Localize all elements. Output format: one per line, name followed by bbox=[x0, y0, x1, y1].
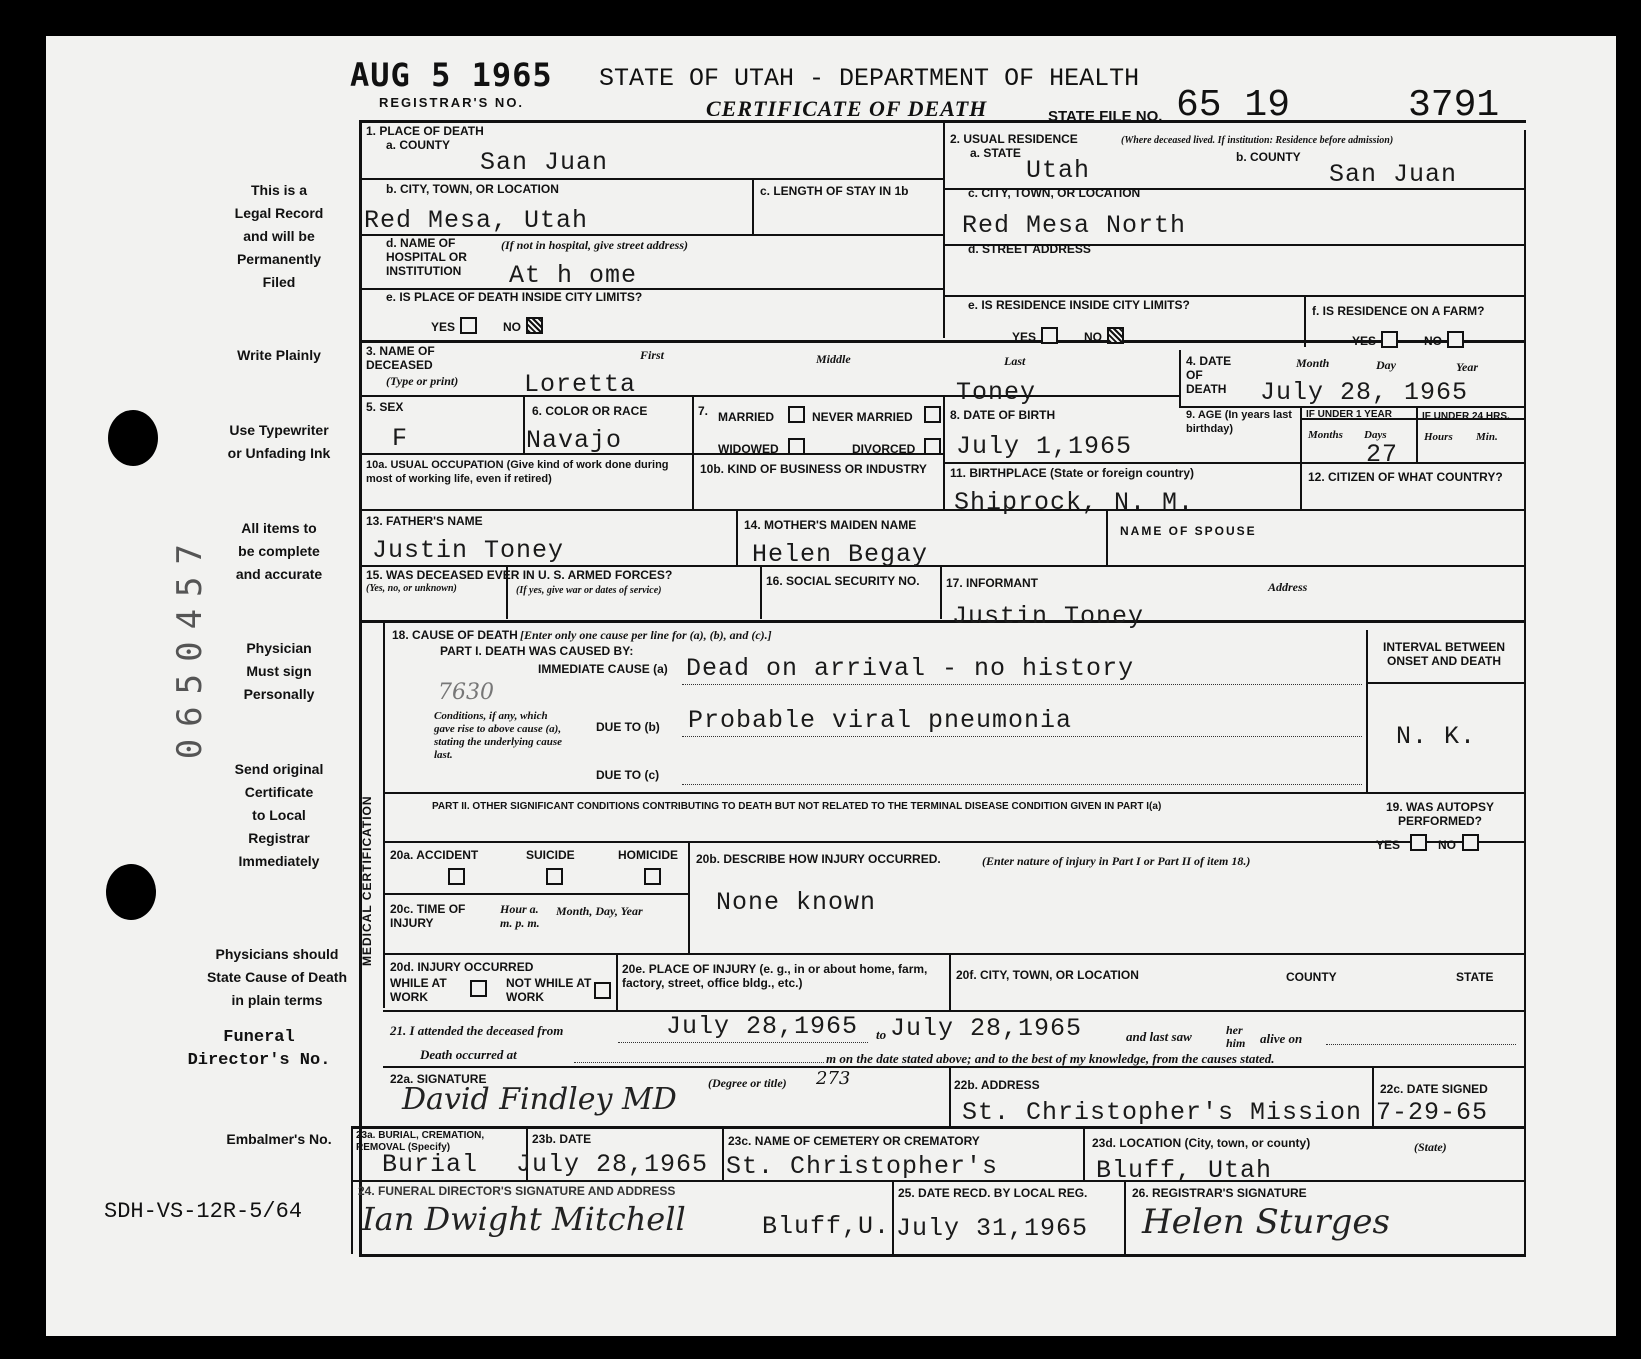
sidebar-legal: This is a Legal Record and will be Permanently Filed bbox=[234, 182, 324, 290]
label-mother: 14. MOTHER'S MAIDEN NAME bbox=[744, 518, 917, 532]
checkbox-yes[interactable] bbox=[1410, 834, 1427, 851]
label-cause-note: [Enter only one cause per line for (a), (b), and (c).] bbox=[520, 628, 772, 642]
label-never-married: NEVER MARRIED bbox=[812, 410, 913, 424]
label-m-on: m on the date stated above; and to the best of my knowledge, from the causes stated. bbox=[826, 1051, 1275, 1066]
label-street: d. STREET ADDRESS bbox=[968, 242, 1091, 256]
label-place-of-death: 1. PLACE OF DEATH bbox=[366, 124, 484, 138]
label-injury-state: STATE bbox=[1456, 970, 1494, 984]
label-part-1: PART I. DEATH WAS CAUSED BY: bbox=[440, 644, 634, 658]
value-birthplace: Shiprock, N. M. bbox=[954, 488, 1195, 517]
value-date-recd: July 31,1965 bbox=[896, 1214, 1089, 1243]
label-burial: 23a. BURIAL, CREMATION, REMOVAL (Specify) bbox=[356, 1130, 485, 1153]
label-spouse: NAME OF SPOUSE bbox=[1120, 524, 1257, 538]
certificate-title: CERTIFICATE OF DEATH bbox=[706, 96, 988, 121]
value-city: Red Mesa, Utah bbox=[364, 206, 589, 235]
label-res-county: b. COUNTY bbox=[1236, 150, 1301, 164]
state-file-no-b: 3791 bbox=[1408, 84, 1500, 127]
checkbox-yes[interactable] bbox=[460, 317, 477, 334]
punch-hole bbox=[108, 410, 158, 466]
value-cemetery: St. Christopher's bbox=[726, 1152, 999, 1181]
label-yes: YES bbox=[1376, 838, 1401, 852]
label-ssn: 16. SOCIAL SECURITY NO. bbox=[766, 574, 920, 588]
label-hospital-note: (If not in hospital, give street address) bbox=[501, 238, 689, 252]
checkbox-married[interactable] bbox=[788, 406, 805, 423]
label-accident: 20a. ACCIDENT bbox=[390, 848, 479, 862]
value-physician-signature: David Findley MD bbox=[402, 1082, 677, 1117]
value-dob: July 1,1965 bbox=[956, 432, 1133, 461]
label-age: 9. AGE (In years last birthday) bbox=[1186, 409, 1292, 435]
value-first-name: Loretta bbox=[524, 370, 637, 399]
checkbox-widowed[interactable] bbox=[788, 438, 805, 455]
label-hours: Hours bbox=[1424, 431, 1453, 443]
label-yes: YES bbox=[431, 320, 456, 334]
value-county: San Juan bbox=[480, 148, 609, 177]
line-attended-from bbox=[618, 1042, 868, 1043]
label-under-24: IF UNDER 24 HRS. bbox=[1422, 411, 1510, 422]
checkbox-suicide[interactable] bbox=[546, 868, 563, 885]
label-no: NO bbox=[503, 320, 521, 334]
value-last-name: Toney bbox=[956, 378, 1037, 407]
label-suicide: SUICIDE bbox=[526, 848, 575, 862]
label-yes: YES bbox=[1352, 334, 1377, 348]
label-funeral-director: 24. FUNERAL DIRECTOR'S SIGNATURE AND ADDRESS bbox=[358, 1184, 676, 1198]
checkbox-never-married[interactable] bbox=[924, 406, 941, 423]
label-her-him: her him bbox=[1226, 1023, 1246, 1050]
checkbox-yes[interactable] bbox=[1381, 331, 1398, 348]
label-min: Min. bbox=[1476, 431, 1498, 443]
value-code: 7630 bbox=[438, 680, 494, 705]
label-immediate: IMMEDIATE CAUSE (a) bbox=[538, 662, 668, 676]
sidebar-funeral: Funeral Director's No. bbox=[187, 1028, 331, 1070]
sidebar-cause: Physicians should State Cause of Death in plain terms bbox=[206, 946, 348, 1008]
label-location: 23d. LOCATION (City, town, or county) bbox=[1092, 1136, 1311, 1150]
label-last-saw: and last saw bbox=[1126, 1029, 1192, 1044]
label-attended: 21. I attended the deceased from bbox=[390, 1023, 564, 1038]
label-injury-note: (Enter nature of injury in Part I or Part II of item 18.) bbox=[982, 854, 1251, 868]
label-address: Address bbox=[1268, 580, 1308, 594]
label-widowed: WIDOWED bbox=[718, 442, 779, 456]
label-months: Months bbox=[1308, 429, 1343, 441]
value-interval: N. K. bbox=[1396, 722, 1477, 751]
label-while-work: WHILE AT WORK bbox=[390, 976, 447, 1004]
value-res-city: Red Mesa North bbox=[962, 211, 1187, 240]
label-date-recd: 25. DATE RECD. BY LOCAL REG. bbox=[898, 1186, 1088, 1200]
label-last: Last bbox=[1004, 354, 1026, 368]
label-no: NO bbox=[1424, 334, 1442, 348]
value-disposition: Burial bbox=[382, 1150, 479, 1179]
label-mdy: Month, Day, Year bbox=[556, 904, 643, 918]
label-res-city: c. CITY, TOWN, OR LOCATION bbox=[968, 186, 1141, 200]
label-res-inside-city: e. IS RESIDENCE INSIDE CITY LIMITS? bbox=[968, 298, 1190, 312]
line-death-at bbox=[574, 1062, 824, 1063]
value-date-death: July 28, 1965 bbox=[1260, 378, 1469, 407]
label-inside-city: e. IS PLACE OF DEATH INSIDE CITY LIMITS? bbox=[386, 290, 643, 304]
value-date-signed: 7-29-65 bbox=[1376, 1098, 1489, 1127]
label-race: 6. COLOR OR RACE bbox=[532, 404, 648, 418]
label-name-deceased: 3. NAME OF DECEASED bbox=[366, 344, 435, 372]
state-file-no-a: 65 19 bbox=[1176, 84, 1291, 127]
label-dob: 8. DATE OF BIRTH bbox=[950, 408, 1056, 422]
form-id: SDH-VS-12R-5/64 bbox=[104, 1199, 303, 1224]
value-attended-to: July 28,1965 bbox=[890, 1014, 1083, 1043]
label-due-b: DUE TO (b) bbox=[596, 720, 660, 734]
value-cause-b: Probable viral pneumonia bbox=[688, 706, 1073, 735]
label-type-print: (Type or print) bbox=[386, 374, 459, 388]
label-death-at: Death occurred at bbox=[420, 1047, 517, 1062]
label-conditions: Conditions, if any, which gave rise to above cause (a), stating the underlying cause last. bbox=[434, 710, 563, 761]
sidebar-physician: Physician Must sign Personally bbox=[243, 640, 315, 702]
label-date-signed: 22c. DATE SIGNED bbox=[1380, 1082, 1488, 1096]
label-citizen: 12. CITIZEN OF WHAT COUNTRY? bbox=[1308, 470, 1503, 484]
label-days: Days bbox=[1364, 429, 1387, 441]
department-title: STATE OF UTAH - DEPARTMENT OF HEALTH bbox=[599, 64, 1140, 93]
value-burial-date: July 28,1965 bbox=[516, 1150, 709, 1179]
label-injury-desc: 20b. DESCRIBE HOW INJURY OCCURRED. bbox=[696, 852, 941, 866]
label-usual-residence: 2. USUAL RESIDENCE bbox=[950, 132, 1078, 146]
sidebar-complete: All items to be complete and accurate bbox=[235, 520, 323, 582]
label-no: NO bbox=[1438, 838, 1456, 852]
label-county: a. COUNTY bbox=[386, 138, 451, 152]
label-armed-forces: 15. WAS DECEASED EVER IN U. S. ARMED FORCES? bbox=[366, 568, 673, 582]
checkbox-not-while[interactable] bbox=[594, 982, 611, 999]
checkbox-homicide[interactable] bbox=[644, 868, 661, 885]
label-residence-note: (Where deceased lived. If institution: Residence before admission) bbox=[1121, 135, 1394, 146]
value-registrar-signature: Helen Sturges bbox=[1142, 1202, 1390, 1242]
label-address-22b: 22b. ADDRESS bbox=[954, 1078, 1040, 1092]
line-cause-a bbox=[682, 684, 1362, 685]
value-father: Justin Toney bbox=[372, 536, 565, 565]
value-sex: F bbox=[392, 424, 409, 453]
value-age-days: 27 bbox=[1366, 440, 1399, 469]
label-day: Day bbox=[1376, 358, 1396, 372]
checkbox-yes[interactable] bbox=[1041, 327, 1058, 344]
label-marital: 7. bbox=[698, 404, 709, 418]
stamp-date: AUG 5 1965 bbox=[350, 56, 553, 94]
label-hospital: d. NAME OF HOSPITAL OR INSTITUTION bbox=[386, 236, 467, 278]
label-injury-city: 20f. CITY, TOWN, OR LOCATION bbox=[956, 968, 1139, 982]
label-registrar-sig: 26. REGISTRAR'S SIGNATURE bbox=[1132, 1186, 1307, 1200]
label-not-while: NOT WHILE AT WORK bbox=[506, 976, 592, 1004]
registrar-no-label: REGISTRAR'S NO. bbox=[379, 95, 525, 110]
label-first: First bbox=[640, 348, 665, 362]
label-alive-on: alive on bbox=[1260, 1031, 1303, 1046]
label-armed-a: (Yes, no, or unknown) bbox=[366, 583, 457, 594]
checkbox-no[interactable] bbox=[1107, 327, 1124, 344]
checkbox-while-work[interactable] bbox=[470, 980, 487, 997]
label-cause-of-death: 18. CAUSE OF DEATH bbox=[392, 628, 518, 642]
label-cemetery: 23c. NAME OF CEMETERY OR CREMATORY bbox=[728, 1134, 980, 1148]
sidebar-plain: Write Plainly bbox=[237, 347, 321, 363]
label-hour: Hour a. m. p. m. bbox=[500, 902, 540, 930]
checkbox-no[interactable] bbox=[1447, 331, 1464, 348]
label-armed-b: (If yes, give war or dates of service) bbox=[516, 585, 662, 596]
label-father: 13. FATHER'S NAME bbox=[366, 514, 483, 528]
label-farm: f. IS RESIDENCE ON A FARM? bbox=[1312, 304, 1485, 318]
label-part-2: PART II. OTHER SIGNIFICANT CONDITIONS CONTRIBUTING TO DEATH BUT NOT RELATED TO THE TERMINAL DISEASE CONDITION GIVEN IN PART I(a) bbox=[432, 801, 1162, 812]
sidebar-typewriter: Use Typewriter or Unfading Ink bbox=[227, 422, 331, 461]
checkbox-accident[interactable] bbox=[448, 868, 465, 885]
label-length-stay: c. LENGTH OF STAY IN 1b bbox=[760, 184, 909, 198]
value-funeral-signature: Ian Dwight Mitchell bbox=[362, 1200, 686, 1238]
value-degree-no: 273 bbox=[816, 1068, 851, 1089]
checkbox-no[interactable] bbox=[526, 317, 543, 334]
line-cause-c bbox=[682, 784, 1362, 785]
vertical-number: 0650457 bbox=[170, 532, 210, 760]
label-signature: 22a. SIGNATURE bbox=[390, 1072, 487, 1086]
label-birthplace: 11. BIRTHPLACE (State or foreign country) bbox=[950, 466, 1195, 480]
label-business: 10b. KIND OF BUSINESS OR INDUSTRY bbox=[700, 462, 927, 476]
label-injury-county: COUNTY bbox=[1286, 970, 1337, 984]
label-year: Year bbox=[1456, 360, 1478, 374]
label-middle: Middle bbox=[816, 352, 851, 366]
label-burial-date: 23b. DATE bbox=[532, 1132, 592, 1146]
sidebar-embalmer: Embalmer's No. bbox=[226, 1131, 332, 1147]
value-cause-a: Dead on arrival - no history bbox=[686, 654, 1135, 683]
value-address: St. Christopher's Mission bbox=[962, 1098, 1363, 1127]
label-informant: 17. INFORMANT bbox=[946, 576, 1039, 590]
label-under-1: IF UNDER 1 YEAR bbox=[1306, 409, 1392, 420]
value-informant: Justin Toney bbox=[952, 602, 1145, 631]
value-res-county: San Juan bbox=[1329, 160, 1458, 189]
value-res-state: Utah bbox=[1026, 156, 1091, 185]
value-race: Navajo bbox=[526, 426, 623, 455]
label-homicide: HOMICIDE bbox=[618, 848, 678, 862]
label-injury-occurred: 20d. INJURY OCCURRED bbox=[390, 960, 534, 974]
label-sex: 5. SEX bbox=[366, 400, 404, 414]
label-city: b. CITY, TOWN, OR LOCATION bbox=[386, 182, 559, 196]
label-degree: (Degree or title) bbox=[708, 1076, 787, 1090]
label-married: MARRIED bbox=[718, 410, 774, 424]
line-alive-on bbox=[1326, 1044, 1516, 1045]
sidebar-send: Send original Certificate to Local Registrar Immediately bbox=[234, 761, 324, 869]
value-injury: None known bbox=[716, 888, 877, 917]
punch-hole bbox=[106, 864, 156, 920]
label-due-c: DUE TO (c) bbox=[596, 768, 660, 782]
label-time-injury: 20c. TIME OF INJURY bbox=[390, 902, 466, 930]
label-month: Month bbox=[1296, 356, 1330, 370]
label-state: a. STATE bbox=[970, 146, 1021, 160]
label-no: NO bbox=[1084, 330, 1102, 344]
label-place-injury: 20e. PLACE OF INJURY (e. g., in or about home, farm, factory, street, office bldg., etc.) bbox=[622, 962, 928, 990]
label-autopsy: 19. WAS AUTOPSY PERFORMED? bbox=[1385, 800, 1495, 828]
state-file-label: STATE FILE NO. bbox=[1048, 108, 1163, 125]
label-date-death: 4. DATE OF DEATH bbox=[1186, 354, 1232, 396]
checkbox-no[interactable] bbox=[1462, 834, 1479, 851]
value-mother: Helen Begay bbox=[752, 540, 929, 569]
label-state-paren: (State) bbox=[1414, 1140, 1447, 1154]
checkbox-divorced[interactable] bbox=[924, 438, 941, 455]
line-cause-b bbox=[682, 736, 1362, 737]
value-attended-from: July 28,1965 bbox=[666, 1012, 859, 1041]
label-yes: YES bbox=[1012, 330, 1037, 344]
value-hospital: At h ome bbox=[509, 261, 638, 290]
label-occupation: 10a. USUAL OCCUPATION (Give kind of work done during most of working life, even if retired) bbox=[366, 459, 669, 485]
certificate-paper bbox=[46, 36, 1616, 1336]
label-medical-certification: MEDICAL CERTIFICATION bbox=[360, 795, 374, 966]
value-funeral-address: Bluff,U. bbox=[762, 1212, 891, 1241]
value-location: Bluff, Utah bbox=[1096, 1156, 1273, 1185]
label-to: to bbox=[876, 1027, 887, 1042]
label-interval: INTERVAL BETWEEN ONSET AND DEATH bbox=[1382, 640, 1505, 668]
label-divorced: DIVORCED bbox=[852, 442, 916, 456]
